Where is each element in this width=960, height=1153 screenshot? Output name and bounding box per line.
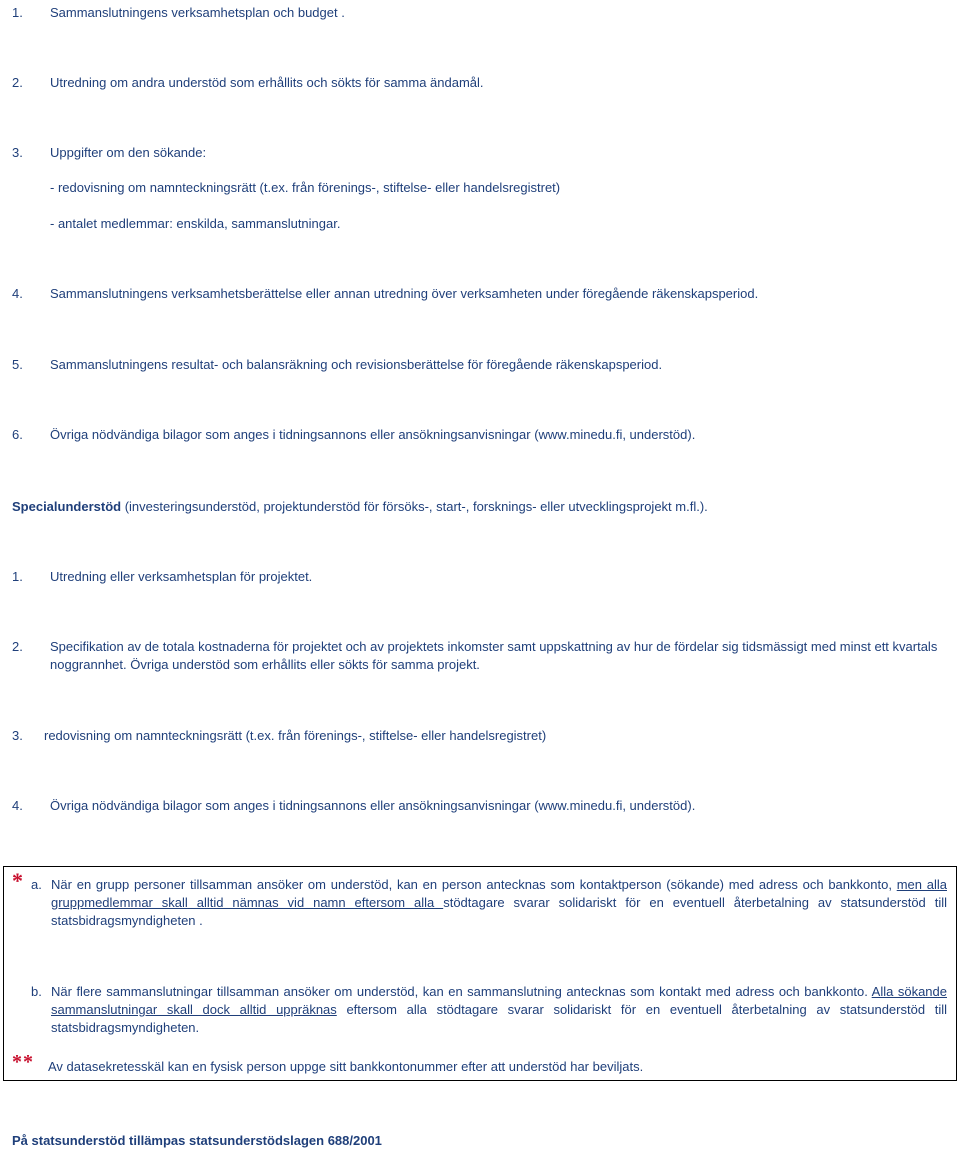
special-support-title: Specialunderstöd — [12, 499, 122, 514]
list-number: 5. — [12, 357, 23, 372]
list-number: 4. — [12, 286, 23, 301]
list-text: Uppgifter om den sökande: — [50, 145, 207, 160]
note-b-label: b. — [31, 984, 42, 999]
note-a-text-end: stödtagare svarar solidariskt för en eventuell återbetalning av statsunderstöd till statsbidragsmyndigheten . — [51, 895, 947, 928]
special-list-item-1 — [12, 568, 312, 586]
list-text: Utredning eller verksamhetsplan för projektet. — [50, 569, 313, 584]
list-text: Utredning om andra understöd som erhållits och sökts för samma ändamål. — [50, 75, 484, 90]
list-item-4 — [12, 285, 758, 303]
special-list-item-2 — [12, 638, 942, 674]
list-text: Sammanslutningens resultat- och balansräkning och revisionsberättelse för föregående räkenskapsperiod. — [50, 357, 663, 372]
note-b-text-underlined: Alla sökande sammanslutningar skall dock alltid uppräknas — [51, 984, 947, 1017]
list-item-2 — [12, 74, 484, 92]
note-b-text — [51, 983, 947, 1037]
list-item-6 — [12, 426, 695, 444]
sub-item-text: - redovisning om namnteckningsrätt (t.ex. från förenings-, stiftelse- eller handelsregistret) — [50, 180, 561, 195]
note-a-text-underlined: men alla gruppmedlemmar skall alltid nämnas vid namn eftersom alla — [51, 877, 947, 910]
sub-item-text: - antalet medlemmar: enskilda, sammanslutningar. — [50, 216, 341, 231]
note-a-label: a. — [31, 877, 42, 892]
sub-item-members — [50, 215, 340, 233]
single-asterisk: * — [12, 868, 23, 893]
list-number: 2. — [12, 75, 23, 90]
list-text: Övriga nödvändiga bilagor som anges i tidningsannons eller ansökningsanvisningar (www.minedu.fi, understöd). — [50, 798, 696, 813]
note-b-text-end: eftersom alla stödtagare svarar solidariskt för en eventuell återbetalning av statsunderstöd till statsbidragsmyndigheten. — [51, 1002, 947, 1035]
special-list-item-3 — [12, 727, 546, 745]
list-item-5 — [12, 356, 662, 374]
list-number: 1. — [12, 5, 23, 20]
sub-item-signature-rights — [50, 179, 560, 197]
list-text: Övriga nödvändiga bilagor som anges i tidningsannons eller ansökningsanvisningar (www.minedu.fi, understöd). — [50, 427, 696, 442]
double-asterisk: ** — [12, 1051, 34, 1073]
special-support-description: (investeringsunderstöd, projektunderstöd för försöks-, start-, forsknings- eller utvecklingsprojekt m.fl.). — [124, 499, 708, 514]
list-number: 2. — [12, 639, 23, 654]
note-a-text — [51, 876, 947, 930]
list-text: Sammanslutningens verksamhetsberättelse eller annan utredning över verksamheten under föregående räkenskapsperiod. — [50, 286, 759, 301]
note-a-text-start: När en grupp personer tillsamman ansöker om understöd, kan en person antecknas som kontaktperson (sökande) med adress och bankkonto, — [51, 877, 897, 892]
note-double-text: Av datasekretesskäl kan en fysisk person uppge sitt bankkontonummer efter att understöd har beviljats. — [48, 1059, 644, 1074]
list-item-3 — [12, 144, 206, 162]
special-list-item-4 — [12, 797, 695, 815]
list-text: Sammanslutningens verksamhetsplan och budget . — [50, 5, 345, 20]
list-number: 3. — [12, 728, 23, 743]
list-number: 1. — [12, 569, 23, 584]
list-item-1 — [12, 4, 345, 22]
note-b-text-start: När flere sammanslutningar tillsamman ansöker om understöd, kan en sammanslutning antecknas som kontakt med adress och bankkonto. — [51, 984, 872, 999]
special-support-heading — [12, 498, 708, 516]
list-text: redovisning om namnteckningsrätt (t.ex. från förenings-, stiftelse- eller handelsregistret) — [44, 728, 547, 743]
list-number: 3. — [12, 145, 23, 160]
list-text: Specifikation av de totala kostnaderna för projektet och av projektets inkomster samt uppskattning av hur de fördelar sig tidsmässigt med minst ett kvartals noggrannhet. Övriga understöd som erhållits eller sökts för samma projekt. — [50, 639, 938, 672]
list-number: 4. — [12, 798, 23, 813]
footer-law: På statsunderstöd tillämpas statsunderstödslagen 688/2001 — [12, 1133, 382, 1148]
list-number: 6. — [12, 427, 23, 442]
